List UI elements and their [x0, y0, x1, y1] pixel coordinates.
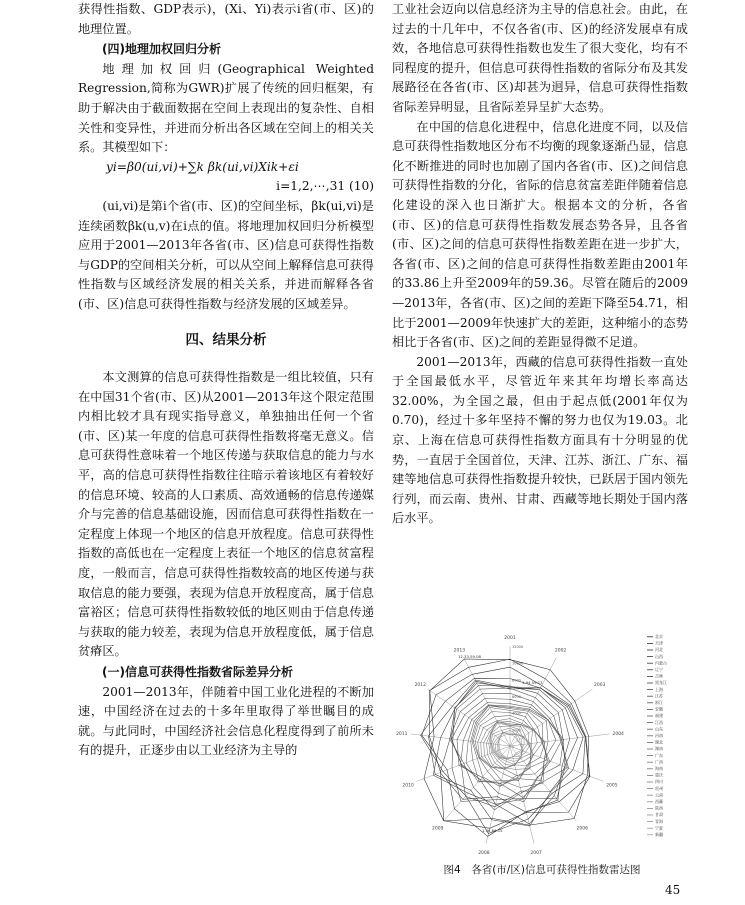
tibet-paragraph: 2001—2013年，西藏的信息可获得性指数一直处于全国最低水平，尽管近年来其年均增长率高达32.00%，为全国之最，但由于起点低(2001年仅为0.70)，经过十多年坚持不懈的努力也仅为19.03。北京、上海在信息可获得性指数方面具有十分明显的优势，一直居于全国首位，天津、江苏、浙江、广东、福建等地信息可获得性指数提升较快，已跃居于国内领先行列，而云南、贵州、甘肃、西藏等地长期处于国内落后水平。 [392, 354, 688, 526]
data-annotation: 1.36,66.15 [482, 828, 503, 833]
legend-label: 广西 [655, 759, 663, 765]
legend-label: 福建 [655, 713, 663, 719]
year-label: 2007 [530, 850, 542, 856]
legend-label: 宁夏 [655, 825, 663, 831]
scale-tick-label: 12000 [512, 645, 524, 649]
gwr-explanation-paragraph: (ui,vi)是第i个省(市、区)的空间坐标，βk(ui,vi)是连续函数βk(u,v)在i点的值。将地理加权回归分析模型应用于2001—2013年各省(市、区)信息可获得性指数与GDP的空间相关分析，可以从空间上解释信息可获得性指数与区域经济发展的相关关系，并进而解释各省(市、区)信息可获得性指数与经济发展的区域差异。 [78, 198, 374, 311]
year-label: 2005 [606, 783, 618, 789]
legend-label: 山西 [655, 653, 663, 659]
data-annotation: 12.33,59.08 [458, 654, 481, 659]
legend-label: 河北 [655, 647, 663, 653]
legend-label: 陕西 [655, 805, 663, 811]
radar-chart [392, 626, 692, 856]
process-paragraph: 在中国的信息化进程中，信息化进度不同，以及信息可获得性指数地区分布不均衡的现象逐渐凸显，信息化不断推进的同时也加剧了国内各省(市、区)之间信息可获得性指数的分化，省际的信息贫富差距伴随着信息化建设的深入也日渐扩大。根据本文的分析，各省(市、区)的信息可获得性指数发展态势各异，且各省(市、区)之间的信息可获得性指数差距在进一步扩大，各省(市、区)之间的信息可获得性指数差距由2001年的33.86上升至2009年的59.36。尽管在随后的2009—2013年，各省(市、区)之间的差距下降至54.71，相比于2001—2009年快速扩大的差距，这种缩小的态势相比于各省(市、区)之间的差距显得微不足道。 [392, 119, 688, 350]
legend-label: 新疆 [655, 832, 663, 837]
legend-label: 西藏 [655, 799, 663, 804]
figure-caption: 图4 各省(市/区)信息可获得性指数雷达图 [443, 864, 641, 876]
legend-label: 内蒙古 [655, 660, 667, 666]
legend-label: 云南 [655, 792, 663, 798]
year-label: 2002 [554, 648, 567, 654]
legend-label: 辽宁 [655, 667, 663, 672]
year-label: 2008 [478, 850, 490, 856]
year-label: 2009 [431, 826, 444, 832]
result-paragraph: 本文测算的信息可获得性指数是一组比较值，只有在中国31个省(市、区)从2001—2013年这个限定范围内相比较才具有现实指导意义，单独抽出任何一个省(市、区)某一年度的信息可获得性指数将毫无意义。信息可获得性意味着一个地区传递与获取信息的能力与水平，高的信息可获得性指数往往暗示着该地区有着较好的信息环境、较高的人口素质、高效通畅的信息传递媒介与完善的信息基础设施，因而信息可获得性指数在一定程度上体现一个地区的信息开放程度。信息可获得性指数的高低也在一定程度上表征一个地区的信息贫富程度，一般而言，信息可获得性指数较高的地区传递与获取信息的能力要强，表现为信息开放程度高，属于信息富裕区；信息可获得性指数较低的地区则由于信息传递与获取的能力较差，表现为信息开放程度低，属于信息贫瘠区。 [78, 370, 374, 659]
legend-label: 山东 [655, 726, 663, 732]
scale-tick-label: 6000 [512, 695, 521, 699]
legend-label: 甘肃 [655, 812, 663, 818]
legend-label: 重庆 [655, 772, 663, 778]
subsection-difference-heading: (一)信息可获得性指数省际差异分析 [102, 665, 293, 679]
scale-tick-label: 2000 [512, 728, 521, 733]
scale-tick-label: 8000 [512, 678, 521, 683]
gwr-paragraph: 地理加权回归(Geographical Weighted Regression,简称为GWR)扩展了传统的回归框架，有助于解决由于截面数据在空间上表现出的复杂性、自相关性和变异性，并进而分析出各区域在空间上的相关关系。其模型如下： [78, 61, 374, 155]
data-annotation: 1.94,59.13 [522, 680, 543, 685]
equation-number: i=1,2,⋯,31 (10) [276, 179, 374, 194]
legend-label: 上海 [655, 686, 663, 692]
legend-label: 安徽 [655, 706, 663, 712]
legend-label: 湖南 [655, 746, 663, 752]
legend-label: 浙江 [655, 700, 663, 705]
legend-label: 青海 [655, 818, 663, 824]
legend-label: 吉林 [655, 673, 663, 679]
year-label: 2011 [396, 731, 408, 737]
equation: yi=β0(ui,vi)+∑k βk(ui,vi)Xik+εi [106, 159, 299, 174]
year-label: 2001 [504, 636, 516, 641]
series-polygon [440, 683, 570, 812]
legend-label: 天津 [655, 640, 663, 646]
year-label: 2012 [414, 683, 427, 689]
year-label: 2006 [576, 826, 589, 832]
year-label: 2010 [402, 783, 414, 789]
legend-label: 广东 [655, 752, 663, 758]
legend-label: 北京 [655, 634, 663, 639]
year-label: 2003 [593, 683, 606, 689]
intro-paragraph: 获得性指数、GDP表示)，(Xi、Yi)表示i省(市、区)的地理位置。 [78, 2, 374, 36]
year-label: 2004 [612, 731, 624, 737]
scale-tick-label: 4000 [512, 711, 521, 716]
left-column [78, 0, 374, 761]
subsection-gwr-heading: (四)地理加权回归分析 [102, 42, 221, 57]
series-polygon [428, 680, 583, 826]
legend-label: 贵州 [655, 785, 663, 791]
radar-figure [392, 626, 692, 856]
section-4-heading: 四、结果分析 [185, 331, 267, 348]
legend-label: 江苏 [655, 693, 663, 699]
scale-tick-label: 0 [512, 745, 515, 749]
legend-label: 黑龙江 [655, 680, 667, 686]
right-column [392, 0, 688, 529]
legend-label: 河南 [655, 733, 663, 738]
legend-label: 海南 [655, 766, 663, 771]
year-label: 2013 [453, 648, 466, 654]
continuation-paragraph: 工业社会迈向以信息经济为主导的信息社会。由此，在过去的十几年中，不仅各省(市、区)的经济发展卓有成效，各地信息可获得性指数也发生了很大变化，均有不同程度的提升，但信息可获得性指数的省际分布及其发展路径在各省(市、区)却甚为迥异，信息可获得性指数省际差异明显，且省际差异呈扩大态势。 [392, 2, 688, 114]
scale-tick-label: 10000 [512, 661, 524, 666]
page-number: 45 [665, 883, 681, 897]
legend-label: 湖北 [655, 739, 663, 745]
difference-paragraph: 2001—2013年，伴随着中国工业化进程的不断加速，中国经济在过去的十多年里取得了举世瞩目的成就。与此同时，中国经济社会信息化程度得到了前所未有的提升，正逐步由以工业经济为主导的 [78, 684, 374, 758]
series-polygon [452, 698, 564, 804]
legend-label: 江西 [655, 719, 663, 725]
legend-label: 四川 [655, 779, 663, 785]
